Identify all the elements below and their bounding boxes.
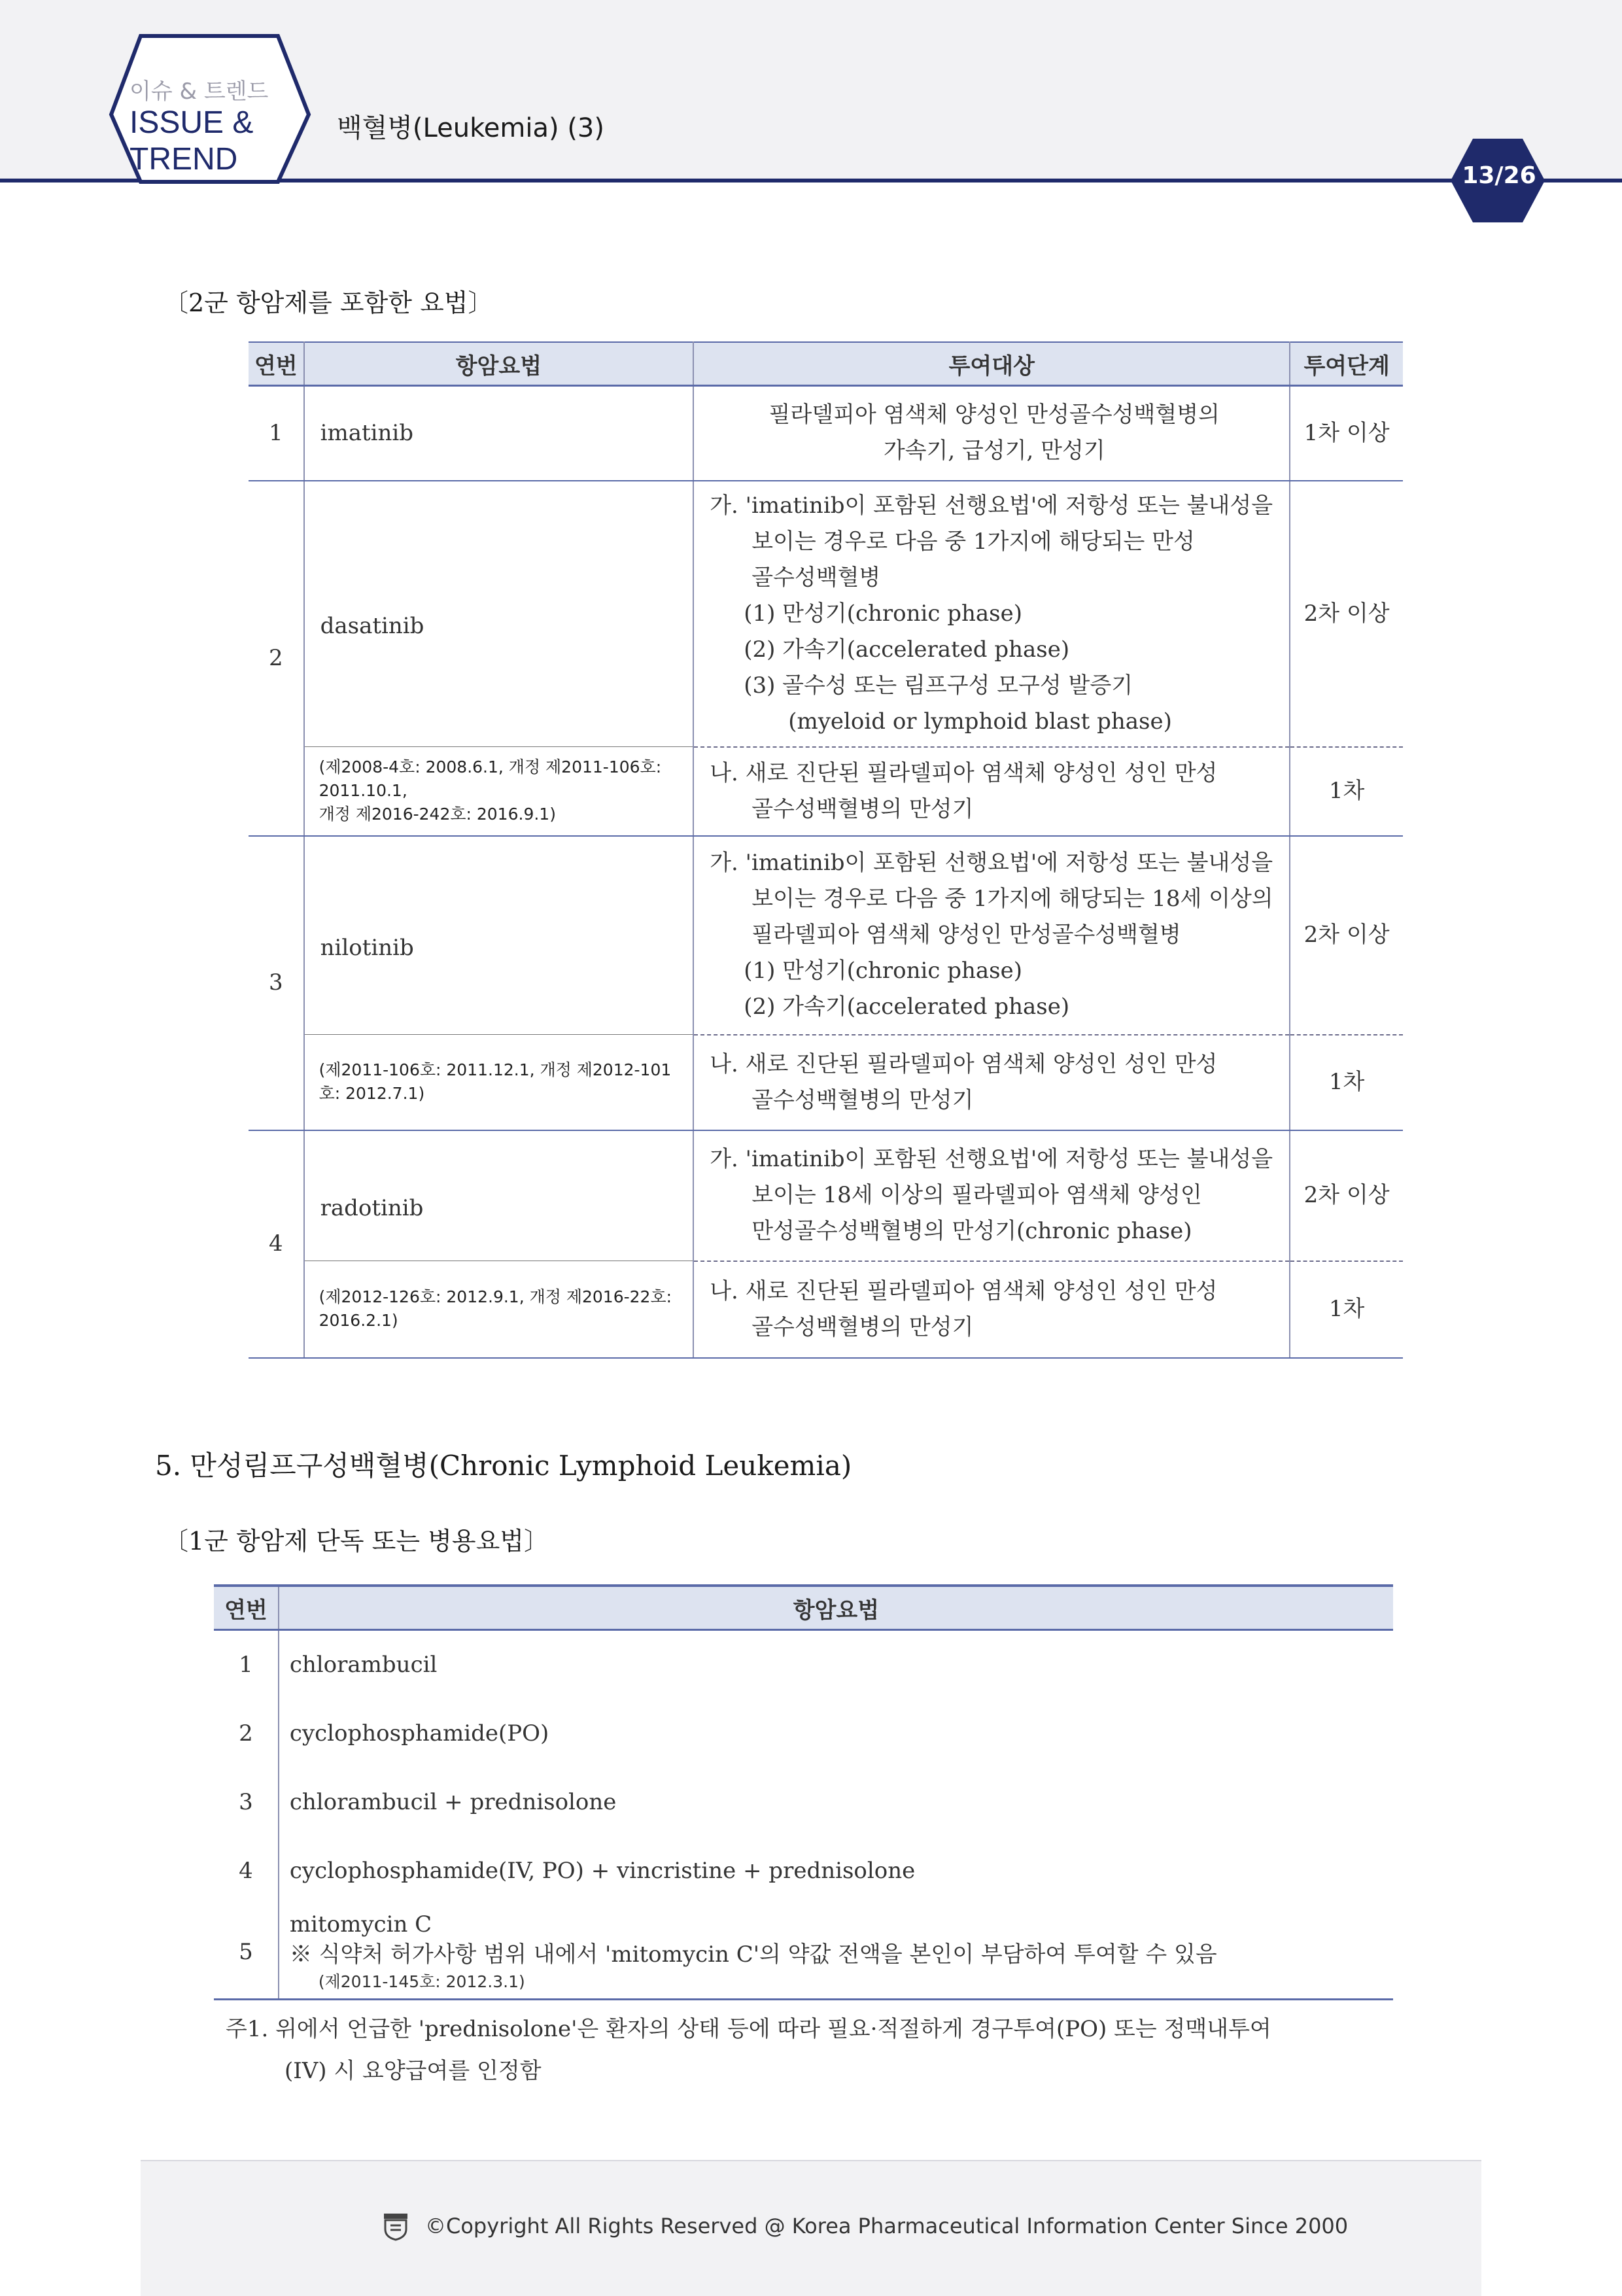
cll-subheading: 〔1군 항암제 단독 또는 병용요법〕 — [164, 1527, 549, 1556]
kpic-logo-icon — [383, 2212, 409, 2241]
target-cell — [693, 836, 1290, 1035]
footnote-text: (IV) 시 요양급여를 인정함 — [285, 2058, 542, 2084]
target-text: (2) 가속기(accelerated phase) — [744, 994, 1070, 1020]
regimen-name: chlorambucil — [279, 1630, 1393, 1700]
col-header-regimen: 항암요법 — [304, 342, 694, 386]
table-row — [249, 747, 1403, 836]
footnote — [226, 2008, 1403, 2092]
regimen-name: mitomycin C — [289, 1911, 432, 1938]
copyright-text: ©Copyright All Rights Reserved @ Korea Pharmaceutical Information Center Since 2000 — [425, 2214, 1349, 2238]
regimen-name: dasatinib — [304, 481, 694, 747]
table-row — [249, 1261, 1403, 1358]
table-row — [214, 1837, 1393, 1905]
stage-cell: 1차 — [1290, 1035, 1403, 1130]
table-row — [249, 1130, 1403, 1261]
footnote-text: 주1. 위에서 언급한 'prednisolone'은 환자의 상태 등에 따라 필요·적절하게 경구투여(PO) 또는 정맥내투여 — [226, 2016, 1271, 2042]
row-number: 3 — [214, 1768, 279, 1837]
col-header-stage: 투여단계 — [1290, 342, 1403, 386]
category-line-1: ISSUE & — [129, 105, 254, 140]
page-number: 13/26 — [1462, 162, 1536, 189]
target-text: 골수성백혈병의 만성기 — [751, 795, 974, 822]
regimen-name: imatinib — [304, 386, 694, 481]
target-cell — [693, 1261, 1290, 1358]
stage-cell: 2차 이상 — [1290, 1130, 1403, 1261]
regimen-note: ※ 식약처 허가사항 범위 내에서 'mitomycin C'의 약값 전액을 본인이 부담하여 투여할 수 있음 — [289, 1941, 1217, 1968]
revision-citation: (제2011-106호: 2011.12.1, 개정 제2012-101호: 2012.7.1) — [304, 1035, 694, 1130]
table-row — [214, 1768, 1393, 1837]
cll-regimen-table — [214, 1584, 1393, 2000]
row-number: 1 — [214, 1630, 279, 1700]
table-row — [249, 1035, 1403, 1130]
page-title: 백혈병(Leukemia) (3) — [337, 113, 604, 143]
target-text: (1) 만성기(chronic phase) — [744, 958, 1023, 984]
target-cell — [693, 1035, 1290, 1130]
target-text: 가. 'imatinib이 포함된 선행요법'에 저항성 또는 불내성을 — [710, 492, 1273, 519]
category-label-korean: 이슈 & 트렌드 — [129, 78, 269, 105]
regimen-name: nilotinib — [304, 836, 694, 1035]
target-text: 나. 새로 진단된 필라델피아 염색체 양성인 성인 만성 — [710, 759, 1218, 786]
target-text: 보이는 경우로 다음 중 1가지에 해당되는 만성 — [751, 528, 1195, 555]
target-text: (3) 골수성 또는 림프구성 모구성 발증기 — [744, 672, 1133, 699]
table-row — [249, 481, 1403, 747]
target-text: 만성골수성백혈병의 만성기(chronic phase) — [751, 1218, 1192, 1244]
row-number: 2 — [214, 1699, 279, 1768]
col-header-regimen: 항암요법 — [279, 1586, 1393, 1630]
target-text: 가. 'imatinib이 포함된 선행요법'에 저항성 또는 불내성을 — [710, 1146, 1273, 1172]
regimen-cell — [279, 1905, 1393, 2000]
table-row — [214, 1699, 1393, 1768]
row-number: 1 — [249, 386, 304, 481]
target-text: 필라델피아 염색체 양성인 만성골수성백혈병 — [751, 922, 1181, 948]
target-text: 가속기, 급성기, 만성기 — [883, 438, 1105, 464]
target-text: (myeloid or lymphoid blast phase) — [788, 708, 1172, 735]
col-header-target: 투여대상 — [693, 342, 1290, 386]
target-text: 골수성백혈병의 만성기 — [751, 1313, 974, 1340]
revision-citation: (제2011-145호: 2012.3.1) — [318, 1972, 525, 1991]
regimen-name: chlorambucil + prednisolone — [279, 1768, 1393, 1837]
table-row — [249, 386, 1403, 481]
target-text: 필라델피아 염색체 양성인 만성골수성백혈병의 — [768, 402, 1220, 428]
target-cell — [693, 1130, 1290, 1261]
target-text: 나. 새로 진단된 필라델피아 염색체 양성인 성인 만성 — [710, 1278, 1218, 1304]
col-header-no: 연번 — [214, 1586, 279, 1630]
regimen-name: radotinib — [304, 1130, 694, 1261]
revision-citation — [304, 747, 694, 836]
target-text: 가. 'imatinib이 포함된 선행요법'에 저항성 또는 불내성을 — [710, 850, 1273, 876]
citation-text: (제2008-4호: 2008.6.1, 개정 제2011-106호: 2011.10.1, — [319, 757, 662, 801]
category-label-english — [129, 105, 253, 178]
citation-text: 개정 제2016-242호: 2016.9.1) — [319, 805, 556, 824]
stage-cell: 2차 이상 — [1290, 836, 1403, 1035]
stage-cell: 2차 이상 — [1290, 481, 1403, 747]
cll-section-heading: 5. 만성림프구성백혈병(Chronic Lymphoid Leukemia) — [155, 1450, 852, 1482]
cml-subheading: 〔2군 항암제를 포함한 요법〕 — [164, 288, 493, 317]
target-cell — [693, 747, 1290, 836]
target-text: (1) 만성기(chronic phase) — [744, 600, 1023, 627]
stage-cell: 1차 — [1290, 747, 1403, 836]
row-number: 2 — [249, 481, 304, 836]
table-header-row — [249, 342, 1403, 386]
category-line-2: TREND — [129, 142, 238, 177]
cml-regimen-table — [249, 341, 1403, 1359]
stage-cell: 1차 — [1290, 1261, 1403, 1358]
target-cell — [693, 481, 1290, 747]
target-text: 골수성백혈병 — [751, 564, 881, 591]
target-text: 보이는 18세 이상의 필라델피아 염색체 양성인 — [751, 1182, 1202, 1208]
regimen-name: cyclophosphamide(PO) — [279, 1699, 1393, 1768]
stage-cell: 1차 이상 — [1290, 386, 1403, 481]
table-row — [214, 1630, 1393, 1700]
target-text: 보이는 경우로 다음 중 1가지에 해당되는 18세 이상의 — [751, 886, 1273, 912]
revision-citation: (제2012-126호: 2012.9.1, 개정 제2016-22호: 2016.2.1) — [304, 1261, 694, 1358]
row-number: 4 — [249, 1130, 304, 1358]
regimen-name: cyclophosphamide(IV, PO) + vincristine + prednisolone — [279, 1837, 1393, 1905]
table-row — [214, 1905, 1393, 2000]
target-text: (2) 가속기(accelerated phase) — [744, 636, 1070, 663]
table-row — [249, 836, 1403, 1035]
target-cell — [693, 386, 1290, 481]
target-text: 골수성백혈병의 만성기 — [751, 1087, 974, 1113]
col-header-no: 연번 — [249, 342, 304, 386]
target-text: 나. 새로 진단된 필라델피아 염색체 양성인 성인 만성 — [710, 1051, 1218, 1077]
row-number: 4 — [214, 1837, 279, 1905]
row-number: 5 — [214, 1905, 279, 2000]
row-number: 3 — [249, 836, 304, 1130]
table-header-row — [214, 1586, 1393, 1630]
